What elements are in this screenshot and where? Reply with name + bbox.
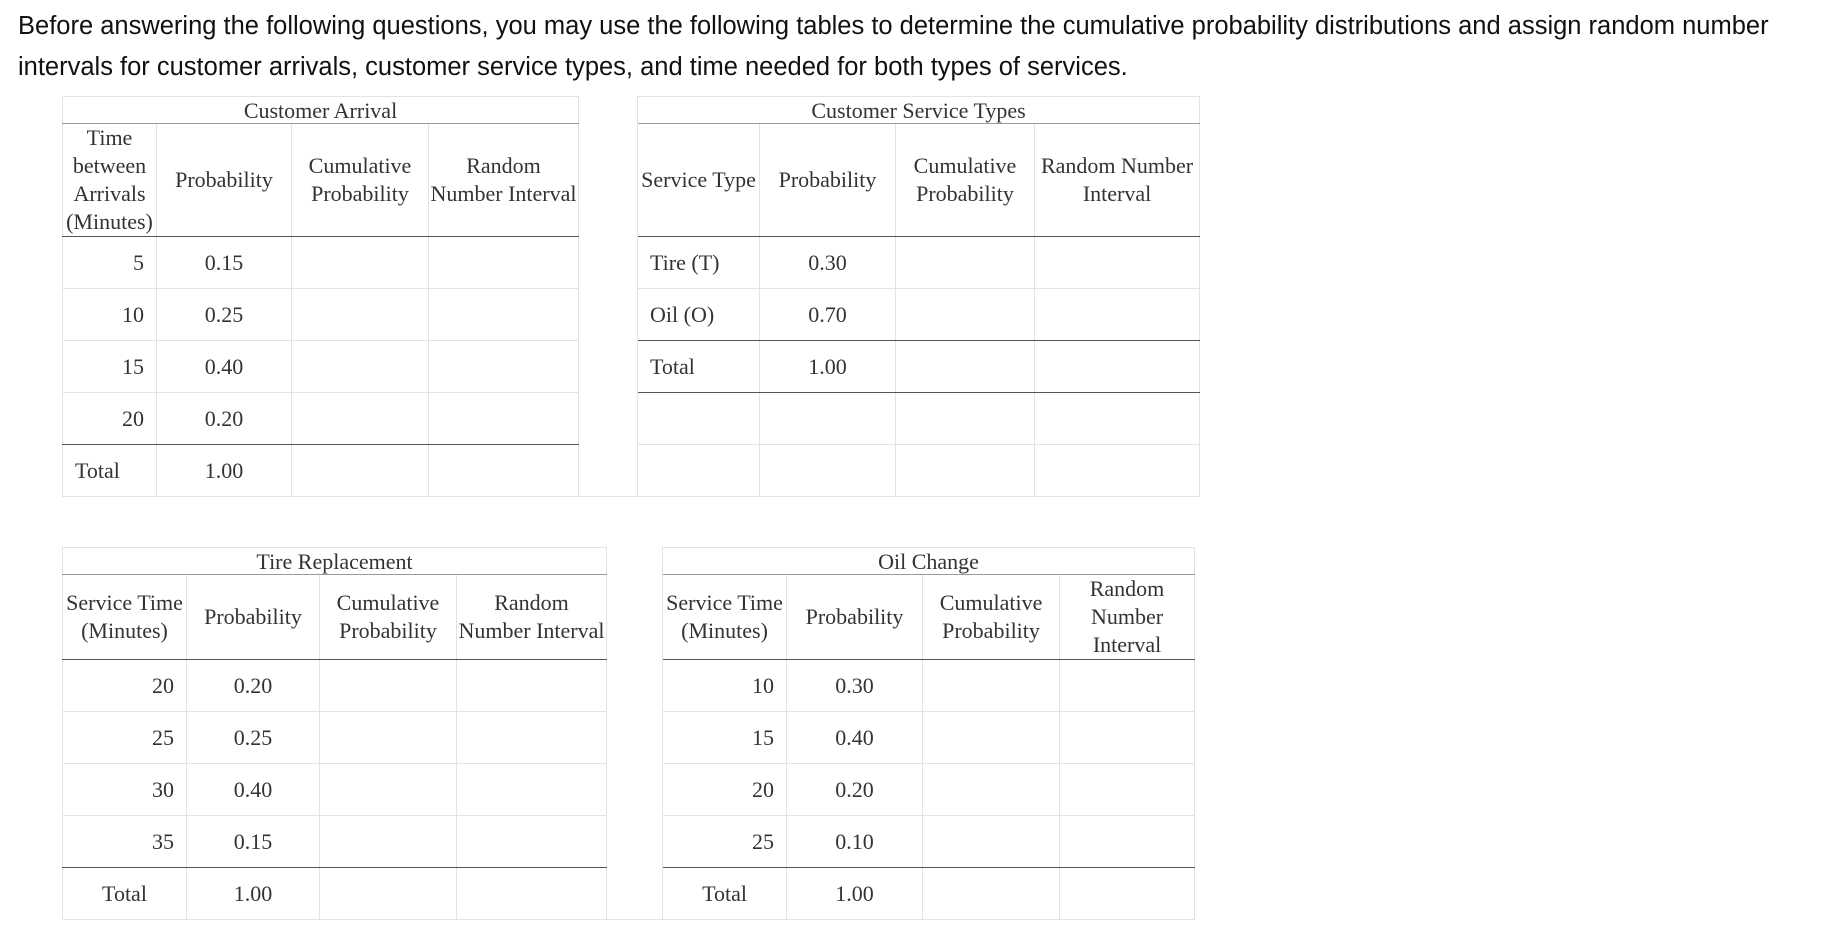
oil-time-cell: 15 — [663, 712, 787, 764]
oil-interval-cell[interactable] — [1060, 712, 1195, 764]
table-gap — [579, 289, 638, 341]
oil-probability-cell: 0.20 — [787, 764, 923, 816]
arrival-cumulative-cell[interactable] — [292, 289, 429, 341]
arrival-interval-cell[interactable] — [429, 445, 579, 497]
oil-interval-cell[interactable] — [1060, 764, 1195, 816]
tire-header-cumulative: Cumulative Probability — [320, 575, 457, 660]
tire-probability-cell: 0.40 — [187, 764, 320, 816]
tire-time-cell: 35 — [63, 816, 187, 868]
table-row — [63, 816, 1195, 868]
oil-interval-cell[interactable] — [1060, 868, 1195, 920]
tire-probability-cell: 0.20 — [187, 660, 320, 712]
arrival-header-random-interval: Random Number Interval — [429, 124, 579, 237]
table-row — [63, 289, 1200, 341]
oil-total-label: Total — [663, 868, 787, 920]
tire-replacement-title: Tire Replacement — [63, 548, 607, 575]
arrival-interval-cell[interactable] — [429, 289, 579, 341]
tire-interval-cell[interactable] — [457, 868, 607, 920]
top-probability-table — [62, 96, 1200, 497]
blank-cell — [896, 445, 1035, 497]
table-row — [63, 393, 1200, 445]
tire-cumulative-cell[interactable] — [320, 764, 457, 816]
arrival-time-cell: 20 — [63, 393, 157, 445]
arrival-time-cell: 5 — [63, 237, 157, 289]
service-total-label: Total — [638, 341, 760, 393]
arrival-interval-cell[interactable] — [429, 341, 579, 393]
blank-cell — [760, 393, 896, 445]
table-gap — [607, 548, 663, 575]
oil-probability-cell: 0.40 — [787, 712, 923, 764]
blank-cell — [638, 393, 760, 445]
service-cumulative-cell[interactable] — [896, 341, 1035, 393]
table-gap — [607, 575, 663, 660]
arrival-total-label: Total — [63, 445, 157, 497]
service-total-probability: 1.00 — [760, 341, 896, 393]
tire-header-probability: Probability — [187, 575, 320, 660]
service-header-type: Service Type — [638, 124, 760, 237]
arrival-probability-cell: 0.20 — [157, 393, 292, 445]
table-row — [63, 237, 1200, 289]
oil-probability-cell: 0.10 — [787, 816, 923, 868]
arrival-cumulative-cell[interactable] — [292, 237, 429, 289]
bottom-service-time-table — [62, 547, 1195, 920]
blank-cell — [896, 393, 1035, 445]
arrival-time-cell: 15 — [63, 341, 157, 393]
tire-header-time: Service Time (Minutes) — [63, 575, 187, 660]
blank-cell — [1035, 393, 1200, 445]
table-gap — [607, 764, 663, 816]
oil-change-title: Oil Change — [663, 548, 1195, 575]
service-interval-cell[interactable] — [1035, 341, 1200, 393]
oil-header-random-interval: Random Number Interval — [1060, 575, 1195, 660]
tire-probability-cell: 0.25 — [187, 712, 320, 764]
service-interval-cell[interactable] — [1035, 289, 1200, 341]
service-type-cell: Oil (O) — [638, 289, 760, 341]
table-gap — [579, 341, 638, 393]
arrival-cumulative-cell[interactable] — [292, 341, 429, 393]
table-gap — [579, 393, 638, 445]
table-row — [63, 712, 1195, 764]
service-cumulative-cell[interactable] — [896, 289, 1035, 341]
arrival-probability-cell: 0.40 — [157, 341, 292, 393]
table-row — [63, 764, 1195, 816]
arrival-probability-cell: 0.15 — [157, 237, 292, 289]
oil-cumulative-cell[interactable] — [923, 660, 1060, 712]
tire-total-probability: 1.00 — [187, 868, 320, 920]
tire-cumulative-cell[interactable] — [320, 868, 457, 920]
tire-header-random-interval: Random Number Interval — [457, 575, 607, 660]
oil-total-probability: 1.00 — [787, 868, 923, 920]
table-gap — [579, 97, 638, 124]
customer-service-types-title: Customer Service Types — [638, 97, 1200, 124]
table-row — [63, 868, 1195, 920]
table-gap — [607, 660, 663, 712]
table-row — [63, 445, 1200, 497]
oil-interval-cell[interactable] — [1060, 816, 1195, 868]
tire-probability-cell: 0.15 — [187, 816, 320, 868]
table-gap — [607, 868, 663, 920]
arrival-total-probability: 1.00 — [157, 445, 292, 497]
oil-cumulative-cell[interactable] — [923, 712, 1060, 764]
oil-time-cell: 25 — [663, 816, 787, 868]
service-header-cumulative: Cumulative Probability — [896, 124, 1035, 237]
instructions-paragraph: Before answering the following questions, you may use the following tables to determine the cumulative probability distributions and assign random number intervals for customer arrivals, customer service types, and time needed for both types of services. — [18, 12, 1769, 81]
tire-interval-cell[interactable] — [457, 712, 607, 764]
tire-time-cell: 30 — [63, 764, 187, 816]
service-cumulative-cell[interactable] — [896, 237, 1035, 289]
arrival-interval-cell[interactable] — [429, 237, 579, 289]
tire-cumulative-cell[interactable] — [320, 816, 457, 868]
service-header-random-interval: Random Number Interval — [1035, 124, 1200, 237]
table-gap — [579, 124, 638, 237]
tire-interval-cell[interactable] — [457, 660, 607, 712]
table-gap — [579, 237, 638, 289]
table-gap — [579, 445, 638, 497]
table-gap — [607, 816, 663, 868]
arrival-cumulative-cell[interactable] — [292, 393, 429, 445]
oil-cumulative-cell[interactable] — [923, 764, 1060, 816]
oil-cumulative-cell[interactable] — [923, 816, 1060, 868]
arrival-interval-cell[interactable] — [429, 393, 579, 445]
arrival-header-probability: Probability — [157, 124, 292, 237]
table-gap — [607, 712, 663, 764]
arrival-header-cumulative: Cumulative Probability — [292, 124, 429, 237]
oil-header-time: Service Time (Minutes) — [663, 575, 787, 660]
oil-interval-cell[interactable] — [1060, 660, 1195, 712]
oil-header-cumulative: Cumulative Probability — [923, 575, 1060, 660]
oil-probability-cell: 0.30 — [787, 660, 923, 712]
service-header-probability: Probability — [760, 124, 896, 237]
blank-cell — [760, 445, 896, 497]
arrival-probability-cell: 0.25 — [157, 289, 292, 341]
service-interval-cell[interactable] — [1035, 237, 1200, 289]
oil-time-cell: 20 — [663, 764, 787, 816]
blank-cell — [1035, 445, 1200, 497]
tire-time-cell: 25 — [63, 712, 187, 764]
tire-interval-cell[interactable] — [457, 764, 607, 816]
service-probability-cell: 0.70 — [760, 289, 896, 341]
oil-cumulative-cell[interactable] — [923, 868, 1060, 920]
arrival-header-time: Time between Arrivals (Minutes) — [63, 124, 157, 237]
service-probability-cell: 0.30 — [760, 237, 896, 289]
arrival-time-cell: 10 — [63, 289, 157, 341]
blank-cell — [638, 445, 760, 497]
tire-interval-cell[interactable] — [457, 816, 607, 868]
oil-time-cell: 10 — [663, 660, 787, 712]
arrival-cumulative-cell[interactable] — [292, 445, 429, 497]
table-row — [63, 341, 1200, 393]
customer-arrival-title: Customer Arrival — [63, 97, 579, 124]
tire-cumulative-cell[interactable] — [320, 712, 457, 764]
oil-header-probability: Probability — [787, 575, 923, 660]
service-type-cell: Tire (T) — [638, 237, 760, 289]
tire-cumulative-cell[interactable] — [320, 660, 457, 712]
tire-total-label: Total — [63, 868, 187, 920]
table-row — [63, 660, 1195, 712]
tire-time-cell: 20 — [63, 660, 187, 712]
